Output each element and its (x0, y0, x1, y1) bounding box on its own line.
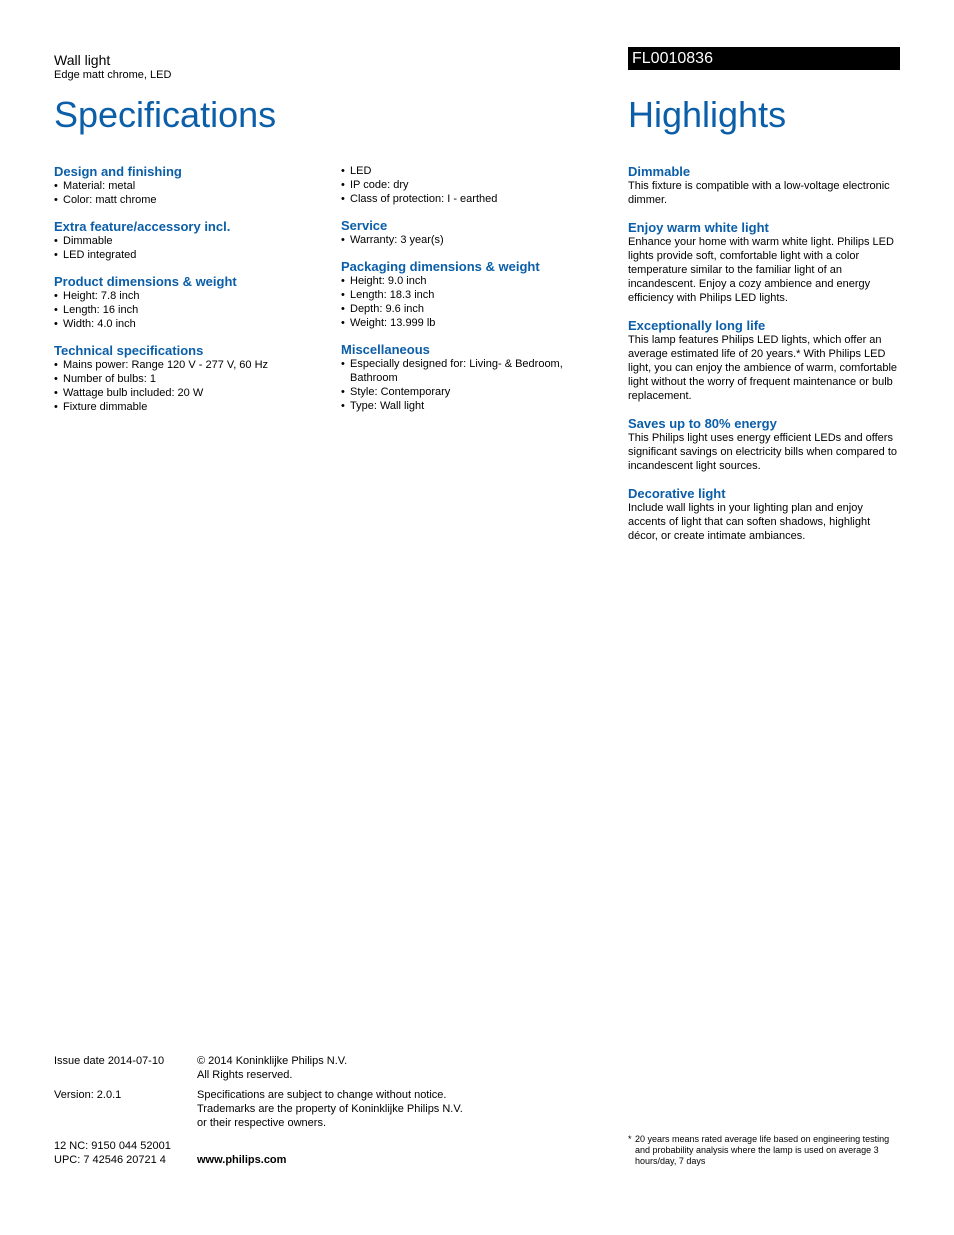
highlight-body: Enhance your home with warm white light. Philips LED lights provide soft, comfortable light with a color temperature similar to the familiar light of an incandescent. Enjoy a cozy ambience and energy efficiency with Philips LED lights. (628, 236, 894, 304)
spec-item: • LED (341, 164, 591, 178)
product-code-bar: FL0010836 (628, 47, 900, 70)
spec-item: • Type: Wall light (341, 399, 591, 413)
spec-section-title: Extra feature/accessory incl. (54, 219, 231, 234)
highlight-title: Exceptionally long life (628, 318, 766, 333)
highlights-title: Highlights (628, 94, 787, 135)
spec-item: • Length: 16 inch (54, 303, 324, 317)
spec-section-miscellaneous (341, 342, 591, 413)
copyright-line: © 2014 Koninklijke Philips N.V. (197, 1055, 348, 1067)
spec-item: • Warranty: 3 year(s) (341, 233, 591, 247)
spec-section-product-dimensions (54, 274, 324, 331)
highlight-long-life (628, 318, 900, 403)
version: Version: 2.0.1 (54, 1089, 122, 1101)
product-identifiers (54, 1139, 171, 1167)
spec-item: • Wattage bulb included: 20 W (54, 386, 324, 400)
spec-section-title: Design and finishing (54, 164, 182, 179)
spec-item: • Color: matt chrome (54, 193, 324, 207)
spec-item: • Number of bulbs: 1 (54, 372, 324, 386)
product-name: Wall light (54, 52, 111, 68)
spec-item: • LED integrated (54, 248, 324, 262)
spec-section-service (341, 218, 591, 247)
highlight-body: This lamp features Philips LED lights, which offer an average estimated life of 20 years.* With Philips LED light, you can enjoy the ambience of warm, comfortable light without the worry of frequent maintenance or bulb replacement. (628, 334, 898, 402)
spec-item: • Material: metal (54, 179, 324, 193)
spec-item: • Depth: 9.6 inch (341, 302, 591, 316)
spec-item: • Mains power: Range 120 V - 277 V, 60 Hz (54, 358, 324, 372)
highlight-energy (628, 416, 900, 473)
spec-section-title: Service (341, 218, 388, 233)
terms-line: Specifications are subject to change without notice. (197, 1089, 447, 1101)
footnote-mark: * (628, 1134, 632, 1144)
spec-section-title: Technical specifications (54, 343, 204, 358)
terms-line: or their respective owners. (197, 1117, 326, 1129)
spec-item: • Style: Contemporary (341, 385, 591, 399)
spec-section-technical-continued (341, 164, 591, 206)
product-subtitle: Edge matt chrome, LED (54, 69, 172, 81)
spec-item: • IP code: dry (341, 178, 591, 192)
footnote-text: 20 years means rated average life based on engineering testing and probability analysis where the lamp is used on average 3 hours/day, 7 days (635, 1134, 890, 1166)
spec-section-packaging (341, 259, 591, 330)
terms-line: Trademarks are the property of Koninklijke Philips N.V. (197, 1103, 463, 1115)
highlight-warm-white (628, 220, 900, 305)
spec-section-design (54, 164, 324, 207)
spec-section-title: Packaging dimensions & weight (341, 259, 540, 274)
upc-number: UPC: 7 42546 20721 4 (54, 1154, 166, 1166)
spec-column-1 (54, 164, 324, 426)
issue-date: Issue date 2014-07-10 (54, 1055, 165, 1067)
spec-section-title: Miscellaneous (341, 342, 430, 357)
spec-item: • Weight: 13.999 lb (341, 316, 591, 330)
highlight-decorative (628, 486, 900, 543)
copyright (197, 1054, 347, 1082)
copyright-line: All Rights reserved. (197, 1069, 293, 1081)
spec-column-2 (341, 164, 591, 425)
spec-section-technical (54, 343, 324, 414)
website-link[interactable]: www.philips.com (197, 1154, 287, 1166)
highlight-title: Dimmable (628, 164, 691, 179)
highlight-dimmable (628, 164, 900, 207)
highlight-body: This Philips light uses energy efficient LEDs and offers significant savings on electricity bills when compared to incandescent light sources. (628, 432, 898, 472)
spec-item: • Class of protection: I - earthed (341, 192, 591, 206)
terms (197, 1088, 487, 1130)
footnote (628, 1134, 904, 1167)
spec-item: • Length: 18.3 inch (341, 288, 591, 302)
spec-item: • Fixture dimmable (54, 400, 324, 414)
spec-section-title: Product dimensions & weight (54, 274, 237, 289)
highlights-column (628, 164, 900, 556)
highlight-title: Enjoy warm white light (628, 220, 769, 235)
highlight-body: Include wall lights in your lighting plan and enjoy accents of light that can soften shadows, highlight décor, or create intimate ambiances. (628, 502, 871, 542)
highlight-title: Saves up to 80% energy (628, 416, 777, 431)
highlight-title: Decorative light (628, 486, 726, 501)
spec-section-extra (54, 219, 324, 262)
spec-item: • Dimmable (54, 234, 324, 248)
highlight-body: This fixture is compatible with a low-voltage electronic dimmer. (628, 180, 890, 206)
spec-item: • Height: 7.8 inch (54, 289, 324, 303)
spec-item: • Height: 9.0 inch (341, 274, 591, 288)
spec-item: • Width: 4.0 inch (54, 317, 324, 331)
specifications-title: Specifications (54, 94, 277, 135)
nc-number: 12 NC: 9150 044 52001 (54, 1140, 171, 1152)
spec-item: • Especially designed for: Living- & Bedroom, Bathroom (341, 357, 591, 385)
